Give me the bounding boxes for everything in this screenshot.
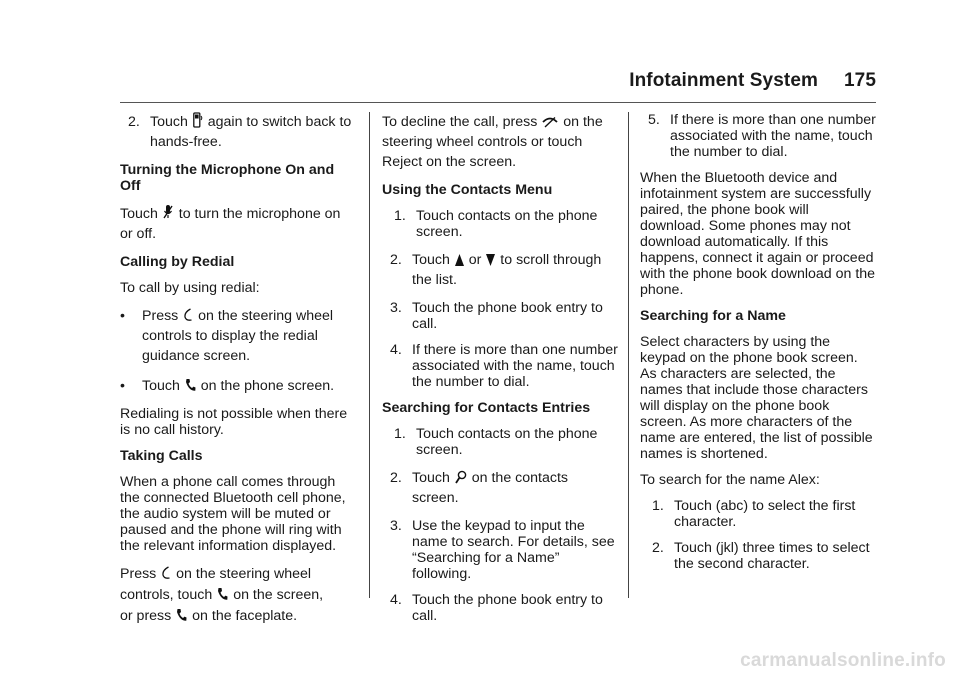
step-text: Touch the phone book entry to call.: [412, 592, 603, 624]
bullet-press-redial: [120, 306, 356, 366]
scroll-up-icon: [455, 254, 464, 266]
text: on the faceplate.: [192, 608, 298, 624]
step-number: 2.: [652, 540, 664, 556]
search-name-paragraph: Select characters by using the keypad on the phone book screen. As characters are selected, the names that include those characters will display on the phone book screen. As more characters of the name are entered, the list of possible names is shortened.: [640, 334, 873, 462]
taking-calls-paragraph: When a phone call comes through the connected Bluetooth cell phone, the audio system will be muted or paused and the phone will ring with the relevant information displayed.: [120, 474, 346, 554]
handset-speaker-icon: [193, 112, 203, 128]
step-number: 1.: [394, 208, 406, 224]
step-number: 1.: [394, 426, 406, 442]
redial-intro: To call by using redial:: [120, 280, 260, 296]
step-text: Touch (abc) to select the first character.: [674, 498, 856, 530]
alex-step-1: [640, 498, 876, 530]
column-1: [120, 112, 356, 637]
phone-handset-icon: [217, 587, 228, 601]
column-3: [640, 112, 876, 582]
phone-call-icon: [183, 308, 193, 322]
section-title: Infotainment System: [629, 70, 818, 91]
text: Touch: [412, 470, 450, 486]
bullet-touch-phone: [120, 376, 356, 396]
step-text: Use the keypad to input the name to search. For details, see “Searching for a Name” following.: [412, 518, 615, 582]
step-number: 1.: [652, 498, 664, 514]
alex-step-2: [640, 540, 876, 572]
step-number: 3.: [390, 300, 402, 316]
bullet: •: [120, 378, 125, 394]
search-step-2: [382, 468, 618, 508]
step-number: 5.: [648, 112, 660, 128]
phone-handset-icon: [185, 378, 196, 392]
microphone-paragraph: [120, 204, 356, 244]
microphone-mute-icon: [163, 204, 174, 220]
step-text: If there is more than one number associated with the name, touch the number to dial.: [670, 112, 876, 160]
step-number: 2.: [128, 114, 140, 130]
heading-search-contacts: Searching for Contacts Entries: [382, 400, 591, 416]
step-text: Touch contacts on the phone screen.: [416, 208, 598, 240]
contacts-step-1: [382, 208, 618, 240]
heading-redial: Calling by Redial: [120, 254, 235, 270]
heading-contacts-menu: Using the Contacts Menu: [382, 182, 553, 198]
heading-taking-calls: Taking Calls: [120, 448, 203, 464]
step-text: Touch (jkl) three times to select the second character.: [674, 540, 870, 572]
scroll-down-icon: [486, 254, 495, 266]
text: on the phone screen.: [200, 378, 335, 394]
column-divider: [369, 112, 370, 598]
column-divider: [628, 112, 629, 598]
text: To decline the call, press: [382, 114, 538, 130]
step-2-handsfree: [120, 112, 356, 152]
press-paragraph: [120, 564, 356, 627]
bullet: •: [120, 308, 125, 324]
contacts-step-4: [382, 342, 618, 390]
redial-note: Redialing is not possible when there is no call history.: [120, 406, 348, 438]
hang-up-icon: [542, 116, 558, 128]
text: on the steering wheel controls to display the redial guidance screen.: [142, 308, 334, 364]
text: controls, touch: [120, 587, 213, 603]
text: Touch: [412, 252, 450, 268]
contacts-step-5: [640, 112, 876, 160]
column-2: [382, 112, 618, 634]
text: Press: [142, 308, 179, 324]
phone-call-icon: [161, 566, 171, 580]
search-step-3: [382, 518, 618, 582]
alex-intro: To search for the name Alex:: [640, 472, 820, 488]
step-number: 3.: [390, 518, 402, 534]
watermark: carmanualsonline.info: [740, 650, 946, 671]
heading-search-name: Searching for a Name: [640, 308, 786, 324]
text: Press: [120, 566, 157, 582]
search-icon: [455, 470, 467, 484]
search-step-4: [382, 592, 618, 624]
text: on the screen,: [233, 587, 324, 603]
text: or: [468, 252, 482, 268]
bluetooth-paragraph: When the Bluetooth device and infotainment system are successfully paired, the phone book will download. Some phones may not download automatically. If this happens, connect it again or proceed with the phone book download on the phone.: [640, 170, 876, 298]
phone-handset-icon: [176, 608, 187, 622]
text: or press: [120, 608, 172, 624]
step-number: 2.: [390, 470, 402, 486]
step-text: Touch: [150, 114, 188, 130]
decline-paragraph: [382, 112, 618, 172]
text: Touch: [120, 206, 158, 222]
text: on the contacts screen.: [412, 470, 568, 506]
text: to turn the microphone on or off.: [120, 206, 341, 242]
step-number: 4.: [390, 592, 402, 608]
step-number: 2.: [390, 252, 402, 268]
step-text: again to switch back to hands-free.: [150, 114, 352, 150]
header-rule: [120, 102, 876, 103]
text: on the steering wheel: [176, 566, 312, 582]
search-step-1: [382, 426, 618, 458]
text: to scroll through the list.: [412, 252, 602, 288]
contacts-step-3: [382, 300, 618, 332]
text: on the steering wheel controls or touch Reject on the screen.: [382, 114, 603, 170]
step-text: If there is more than one number associated with the name, touch the number to dial.: [412, 342, 618, 390]
step-number: 4.: [390, 342, 402, 358]
page-number: 175: [843, 70, 876, 91]
step-text: Touch the phone book entry to call.: [412, 300, 603, 332]
heading-microphone: Turning the Microphone On and Off: [120, 162, 335, 194]
page-header: [0, 70, 876, 92]
text: Touch: [142, 378, 180, 394]
contacts-step-2: [382, 250, 618, 290]
step-text: Touch contacts on the phone screen.: [416, 426, 598, 458]
